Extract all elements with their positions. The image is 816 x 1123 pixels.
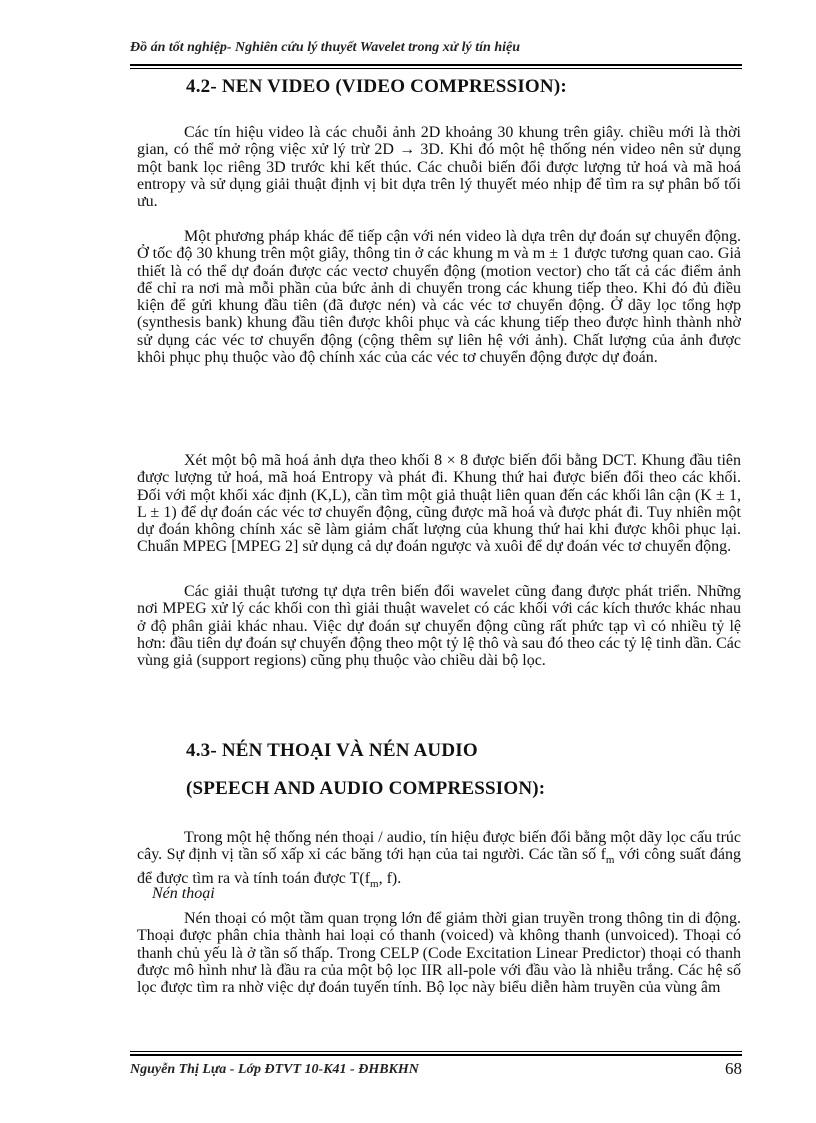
- paragraph-video-1: Các tín hiệu video là các chuỗi ảnh 2D khoảng 30 khung trên giây. chiều mới là thời gian, có thể mở rộng việc xử lý trừ 2D → 3D. Khi đó một hệ thống nén video nên sử dụng một bank lọc riêng 3D trước khi kết thúc. Các chuỗi biến đổi được lượng tử hoá và mã hoá entropy và sử dụng giải thuật định vị bit dựa trên lý thuyết méo nhịp để tìm ra sự phân bố tối ưu.: [137, 124, 741, 211]
- section-heading-video: 4.2- NEN VIDEO (VIDEO COMPRESSION):: [186, 76, 567, 97]
- page-footer: [130, 1059, 742, 1078]
- page-number: 68: [725, 1059, 742, 1078]
- section-heading-speech-line2: (SPEECH AND AUDIO COMPRESSION):: [186, 778, 546, 799]
- paragraph-speech-2: Nén thoại có một tầm quan trọng lớn để giảm thời gian truyền trong thông tin di động. Thoại được phân chia thành hai loại có thanh (voiced) và không thanh (unvoiced). Thoại có thanh chủ yếu là ở tần số thấp. Trong CELP (Code Excitation Linear Predictor) thoại có thanh được mô hình như là đầu ra của một bộ lọc IIR all-pole với đầu vào là nhiễu trắng. Các hệ số lọc được tìm ra nhờ việc dự đoán tuyến tính. Bộ lọc này biểu diễn hàm truyền của vùng âm: [137, 910, 741, 997]
- section-heading-speech-line1: 4.3- NÉN THOẠI VÀ NÉN AUDIO: [186, 740, 478, 761]
- paragraph-video-2: Một phương pháp khác để tiếp cận với nén video là dựa trên dự đoán sự chuyển động. Ở tốc độ 30 khung trên một giây, thông tin ở các khung m và m ± 1 được tương quan cao. Giả thiết là có thể dự đoán được các vectơ chuyển động (motion vector) cho tất cả các điểm ảnh để chỉ ra nơi mà mỗi phần của bức ảnh di chuyển trong các khung tiếp theo. Khi đó đủ điều kiện để gửi khung đầu tiên (đã được nén) và các véc tơ chuyển động. Ở dãy lọc tổng hợp (synthesis bank) khung đầu tiên được khôi phục và các khung tiếp theo được hình thành nhờ sử dụng các véc tơ chuyển động (cộng thêm sự liên hệ với ảnh). Chất lượng của ảnh được khôi phục phụ thuộc vào độ chính xác của các véc tơ chuyển động được dự đoán.: [137, 228, 741, 367]
- paragraph-video-3: Xét một bộ mã hoá ảnh dựa theo khối 8 × 8 được biến đổi bằng DCT. Khung đầu tiên được lượng tử hoá, mã hoá Entropy và phát đi. Khung thứ hai được biến đổi theo các khối. Đối với một khối xác định (K,L), cần tìm một giả thuật liên quan đến các khối lân cận (K ± 1, L ± 1) để dự đoán các véc tơ chuyển động, cũng được mã hoá và được phát đi. Tuy nhiên một dự đoán không chính xác sẽ làm giảm chất lượng của khung thứ hai khi được khôi phục lại. Chuẩn MPEG [MPEG 2] sử dụng cả dự đoán ngược và xuôi để dự đoán véc tơ chuyển động.: [137, 452, 741, 556]
- page-header: Đồ án tốt nghiệp- Nghiên cứu lý thuyết Wavelet trong xử lý tín hiệu: [130, 40, 521, 55]
- subheading-speech-compression: Nén thoại: [152, 885, 215, 902]
- footer-rule: [130, 1051, 742, 1056]
- header-rule: [130, 64, 742, 69]
- paragraph-video-4: Các giải thuật tương tự dựa trên biến đổi wavelet cũng đang được phát triển. Những nơi MPEG xử lý các khối con thì giải thuật wavelet có các khối với các kích thước khác nhau ở độ phân giải khác nhau. Việc dự đoán sự chuyển động cũng rất phức tạp vì có nhiều tỷ lệ hơn: đầu tiên dự đoán sự chuyển động theo một tỷ lệ thô và sau đó theo các tỷ lệ tinh dần. Các vùng giả (support regions) cũng phụ thuộc vào chiều dài bộ lọc.: [137, 583, 741, 670]
- footer-author: Nguyễn Thị Lựa - Lớp ĐTVT 10-K41 - ĐHBKHN: [130, 1062, 419, 1077]
- paragraph-speech-1: Trong một hệ thống nén thoại / audio, tín hiệu được biến đổi bằng một dãy lọc cấu trúc cây. Sự định vị tần số xấp xỉ các băng tới hạn của tai người. Các tần số $f_m$ với công suất đáng để được tìm ra và tính toán được $T(f_m$, f).: [137, 829, 741, 890]
